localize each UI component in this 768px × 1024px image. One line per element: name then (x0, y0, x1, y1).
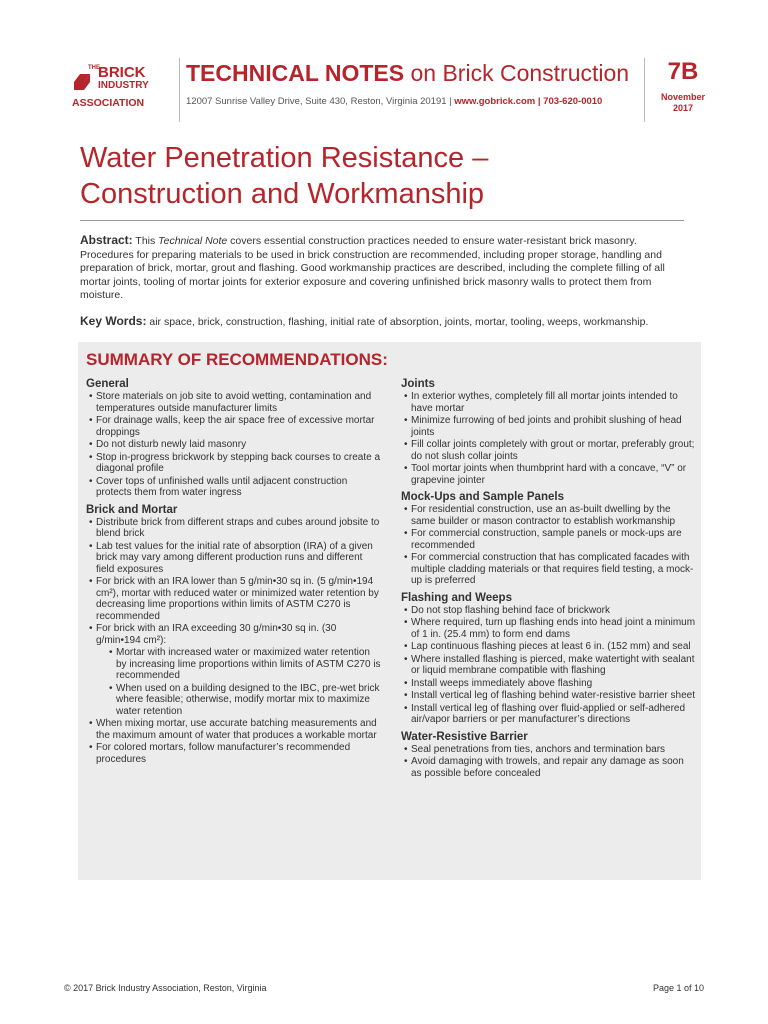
list-item: • Cover tops of unfinished walls until adjacent construction protects them from water ingress (86, 476, 381, 499)
section-heading: General (86, 378, 129, 390)
list-item: • For brick with an IRA lower than 5 g/min•30 sq in. (5 g/min•194 cm²), mortar with reduced water or minimized water retention by decreasing lime proportions within limits of ASTM C270 is recommended (86, 576, 381, 622)
page-title: Water Penetration Resistance – Construction and Workmanship (80, 142, 489, 210)
list-item: • Tool mortar joints when thumbprint hard with a concave, “V” or grapevine jointer (401, 463, 696, 486)
summary-left-column (86, 378, 381, 766)
list-item: • For brick with an IRA exceeding 30 g/min•30 sq in. (30 g/min•194 cm²): (86, 623, 381, 646)
list-item: • For colored mortars, follow manufacturer’s recommended procedures (86, 742, 381, 765)
summary-title: SUMMARY OF RECOMMENDATIONS: (86, 350, 388, 369)
list-item: • Where required, turn up flashing ends into head joint a minimum of 1 in. (25.4 mm) to form end dams (401, 617, 696, 640)
list-item: • Seal penetrations from ties, anchors and termination bars (401, 744, 696, 756)
list-item: • Lap continuous flashing pieces at least 6 in. (152 mm) and seal (401, 641, 696, 653)
series-title: TECHNICAL NOTES on Brick Construction (186, 60, 630, 86)
title-rule (80, 220, 684, 221)
header-divider (179, 58, 180, 122)
summary-right-column (401, 378, 696, 780)
list-item: • In exterior wythes, completely fill all mortar joints intended to have mortar (401, 391, 696, 414)
list-item: • When used on a building designed to the IBC, pre-wet brick where feasible; otherwise, modify mortar mix to maximize water retention (106, 683, 381, 718)
list-item: • For drainage walls, keep the air space free of excessive mortar droppings (86, 415, 381, 438)
abstract: Abstract: This Technical Note covers essential construction practices needed to ensure water-resistant brick masonry. Procedures for preparing materials to be used in brick construction are recommended, including proper storage, handling and preparation of brick, mortar, grout and flashing. Good workmanship practices are described, including the complete filling of all mortar joints, tooling of mortar joints for exterior exposure and covering unfinished brick masonry walls to protect them from moisture. (80, 233, 665, 301)
list-item: • For commercial construction, sample panels or mock-ups are recommended (401, 528, 696, 551)
list-item: • Lab test values for the initial rate of absorption (IRA) of a given brick may vary among different production runs and different field exposures (86, 541, 381, 576)
section-heading: Brick and Mortar (86, 503, 178, 516)
wrb-list (401, 744, 696, 780)
joints-list (401, 391, 696, 486)
list-item: • Do not disturb newly laid masonry (86, 439, 381, 451)
summary-panel (78, 342, 701, 880)
list-item: • Install vertical leg of flashing over fluid-applied or self-adhered air/vapor barriers or per manufacturer’s directions (401, 703, 696, 726)
svg-text:ASSOCIATION: ASSOCIATION (72, 97, 145, 109)
bia-logo (70, 60, 175, 116)
svg-text:INDUSTRY: INDUSTRY (98, 80, 149, 91)
mockups-list (401, 504, 696, 587)
brick-mortar-list (86, 517, 381, 647)
note-number: 7B (667, 58, 699, 85)
address-line: 12007 Sunrise Valley Drive, Suite 430, Reston, Virginia 20191 | www.gobrick.com | 703-620-0010 (186, 96, 603, 107)
section-heading: Joints (401, 378, 435, 390)
list-item: • Where installed flashing is pierced, make watertight with sealant or liquid membrane compatible with flashing (401, 654, 696, 677)
copyright: © 2017 Brick Industry Association, Reston, Virginia (64, 983, 267, 993)
publication-date: November 2017 (660, 92, 705, 113)
svg-text:THE: THE (88, 65, 100, 71)
website-link[interactable]: www.gobrick.com (454, 96, 536, 107)
list-item: • Minimize furrowing of bed joints and prohibit slushing of head joints (401, 415, 696, 438)
brick-mortar-list-continued (86, 718, 381, 765)
brick-mortar-sublist (86, 647, 381, 717)
list-item: • Fill collar joints completely with grout or mortar, preferably grout; do not slush collar joints (401, 439, 696, 462)
list-item: • For commercial construction that has complicated facades with multiple cladding materials or that requires field testing, a mock-up is preferred (401, 552, 696, 587)
list-item: • Store materials on job site to avoid wetting, contamination and temperatures outside manufacturer limits (86, 391, 381, 414)
list-item: • Stop in-progress brickwork by stepping back courses to create a diagonal profile (86, 452, 381, 475)
header-divider (644, 58, 645, 122)
svg-text:BRICK: BRICK (98, 64, 146, 81)
list-item: • When mixing mortar, use accurate batching measurements and the maximum amount of water that produces a workable mortar (86, 718, 381, 741)
section-heading: Flashing and Weeps (401, 591, 512, 604)
header (70, 58, 710, 124)
footer (64, 983, 704, 993)
list-item: • For residential construction, use an as-built dwelling by the same builder or mason contractor to establish workmanship (401, 504, 696, 527)
list-item: • Install weeps immediately above flashing (401, 678, 696, 690)
section-heading: Mock-Ups and Sample Panels (401, 491, 564, 503)
page-number: Page 1 of 10 (652, 983, 704, 993)
flashing-list (401, 605, 696, 726)
list-item: • Install vertical leg of flashing behind water-resistive barrier sheet (401, 690, 696, 702)
list-item: • Distribute brick from different straps and cubes around jobsite to blend brick (86, 517, 381, 540)
list-item: • Avoid damaging with trowels, and repair any damage as soon as possible before concealed (401, 756, 696, 779)
list-item: • Do not stop flashing behind face of brickwork (401, 605, 696, 617)
list-item: • Mortar with increased water or maximized water retention by increasing lime proportions within limits of ASTM C270 is recommended (106, 647, 381, 682)
key-words: Key Words: air space, brick, construction, flashing, initial rate of absorption, joints, mortar, tooling, weeps, workmanship. (80, 314, 649, 328)
general-list (86, 391, 381, 499)
section-heading: Water-Resistive Barrier (401, 730, 528, 743)
